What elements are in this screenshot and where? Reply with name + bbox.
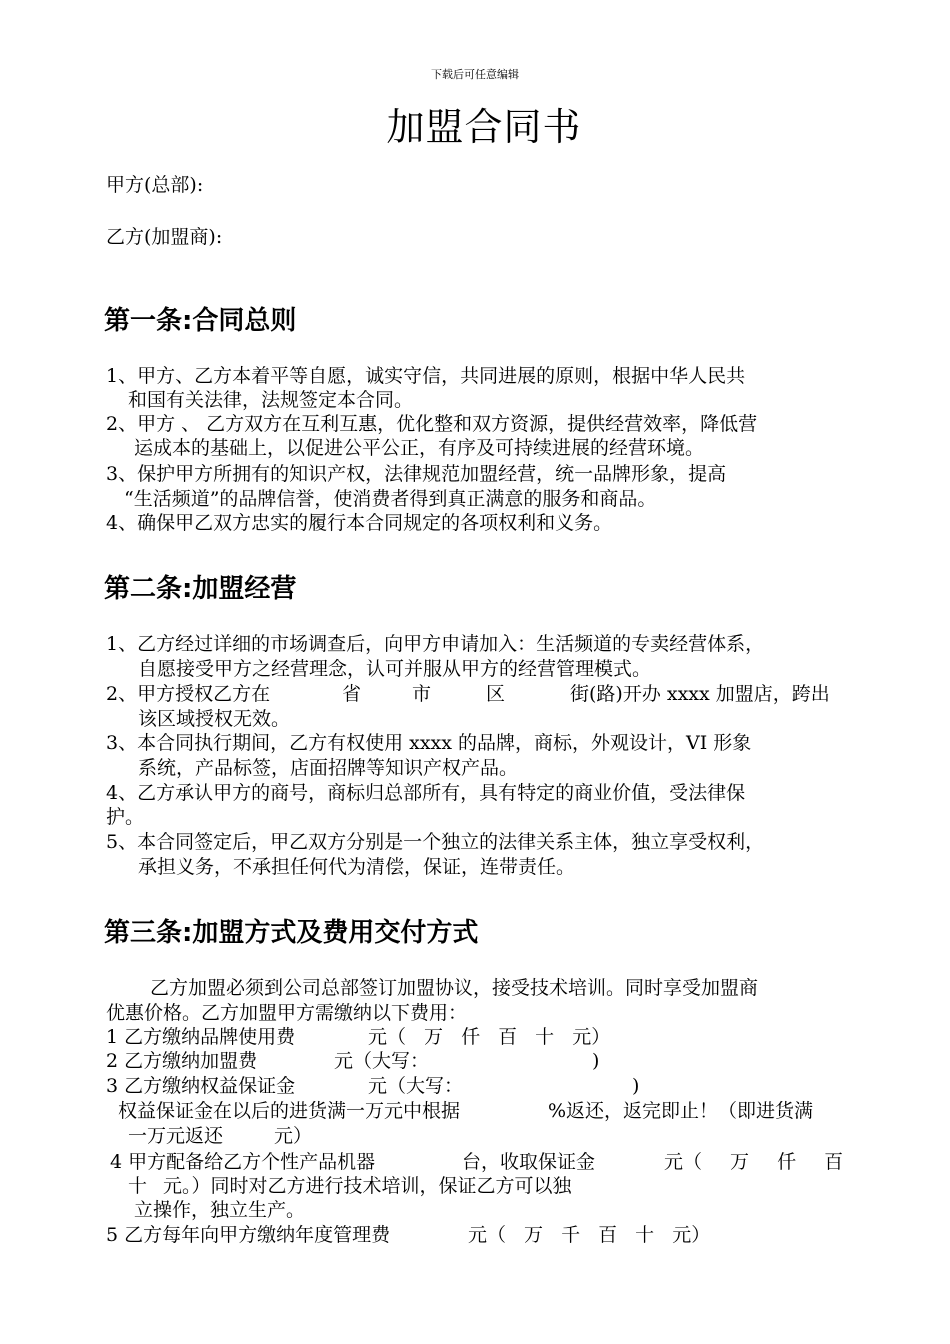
fee-amount-close: ) — [632, 1075, 640, 1097]
fee-item: 1 乙方缴纳品牌使用费 — [106, 1026, 296, 1048]
clause-line: 该区域授权无效。 — [138, 708, 291, 730]
clause-line: 2、甲方 、 乙方双方在互利互惠，优化整和双方资源，提供经营效率，降低营 — [106, 413, 758, 435]
clause-line: 护。 — [106, 806, 145, 828]
fee-amount: 元（大写： — [368, 1075, 464, 1097]
section-heading: 第二条:加盟经营 — [104, 574, 297, 604]
clause-line: 优惠价格。乙方加盟甲方需缴纳以下费用： — [106, 1002, 468, 1024]
clause-line: 运成本的基础上，以促进公平公正，有序及可持续进展的经营环境。 — [134, 437, 705, 459]
fee-amount-close: ) — [592, 1050, 600, 1072]
clause-line: 元） — [274, 1125, 313, 1147]
clause-line: 1、甲方、乙方本着平等自愿，诚实守信，共同进展的原则，根据中华人民共 — [106, 365, 746, 387]
fill-blank-label: 市 — [412, 683, 432, 705]
fee-amount: 元（ 万 仟 百 — [664, 1151, 844, 1173]
fee-item: 3 乙方缴纳权益保证金 — [106, 1075, 296, 1097]
clause-line: 一万元返还 — [128, 1125, 224, 1147]
fee-item: 2 乙方缴纳加盟费 — [106, 1050, 258, 1072]
header-note: 下载后可任意编辑 — [431, 68, 519, 81]
clause-line: %返还，返完即止！（即进货满 — [548, 1100, 814, 1122]
fee-amount: 元（ 万 仟 百 十 元） — [368, 1026, 611, 1048]
clause-line: 5、本合同签定后，甲乙双方分别是一个独立的法律关系主体，独立享受权利， — [106, 831, 765, 853]
clause-line: 十 元。）同时对乙方进行技术培训，保证乙方可以独 — [128, 1175, 572, 1197]
clause-line: 立操作，独立生产。 — [134, 1199, 306, 1221]
clause-line: 4、确保甲乙双方忠实的履行本合同规定的各项权利和义务。 — [106, 512, 613, 534]
clause-line: 自愿接受甲方之经营理念，认可并服从甲方的经营管理模式。 — [138, 658, 652, 680]
clause-line: 权益保证金在以后的进货满一万元中根据 — [118, 1100, 461, 1122]
section-heading: 第一条:合同总则 — [104, 306, 297, 336]
fee-amount: 元（ 万 千 百 十 元） — [468, 1224, 711, 1246]
fee-item: 5 乙方每年向甲方缴纳年度管理费 — [106, 1224, 391, 1246]
clause-line: 2、甲方授权乙方在 — [106, 683, 271, 705]
document-title: 加盟合同书 — [386, 105, 582, 149]
fill-blank-label: 省 — [342, 683, 362, 705]
fee-item: 4 甲方配备给乙方个性产品机器 — [110, 1151, 376, 1173]
clause-line: “生活频道”的品牌信誉，使消费者得到真正满意的服务和商品。 — [124, 488, 657, 510]
party-b-label: 乙方(加盟商): — [106, 226, 223, 248]
clause-line: 乙方加盟必须到公司总部签订加盟协议，接受技术培训。同时享受加盟商 — [150, 977, 759, 999]
party-a-label: 甲方(总部): — [106, 174, 204, 196]
clause-line: 1、乙方经过详细的市场调查后，向甲方申请加入：生活频道的专卖经营体系， — [106, 633, 765, 655]
clause-line: 3、保护甲方所拥有的知识产权，法律规范加盟经营，统一品牌形象，提高 — [106, 463, 727, 485]
clause-line: 街(路)开办 xxxx 加盟店，跨出 — [570, 683, 830, 705]
clause-line: 承担义务，不承担任何代为清偿，保证，连带责任。 — [138, 856, 576, 878]
clause-line: 4、乙方承认甲方的商号，商标归总部所有，具有特定的商业价值，受法律保 — [106, 782, 746, 804]
clause-line: 台，收取保证金 — [462, 1151, 596, 1173]
clause-line: 和国有关法律，法规签定本合同。 — [128, 389, 414, 411]
section-heading: 第三条:加盟方式及费用交付方式 — [104, 918, 479, 948]
clause-line: 3、本合同执行期间，乙方有权使用 xxxx 的品牌，商标，外观设计，VI 形象 — [106, 732, 752, 754]
clause-line: 系统，产品标签，店面招牌等知识产权产品。 — [138, 757, 519, 779]
fee-amount: 元（大写： — [334, 1050, 430, 1072]
fill-blank-label: 区 — [486, 683, 506, 705]
